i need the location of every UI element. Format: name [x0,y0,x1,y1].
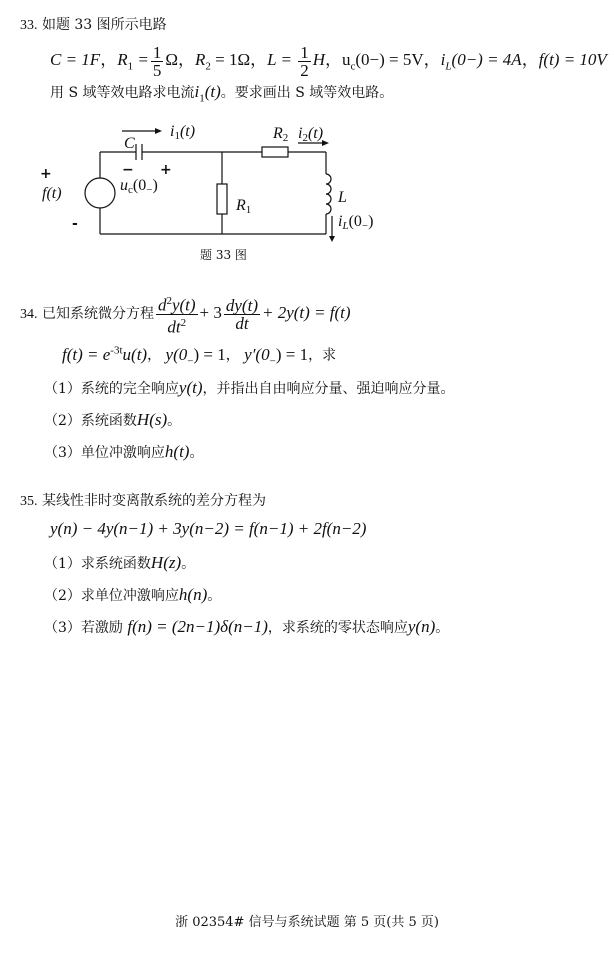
param-uc: $u_c(0-) = 5V$ [342,50,424,73]
q34-equation: $\frac{d^2y(t)}{dt^2}$ + 3 $\frac{dy(t)}{dt}$ + 2y(t) = f(t) [157,294,351,337]
param-iL: $i_L(0-) = 4A$ [440,50,522,73]
inductor-L [326,174,331,214]
q34-item-2: （2）系统函数H(s)。 [44,410,182,429]
label-L: L [338,189,347,206]
cap-minus-sign: − [122,162,134,178]
q33-instruction: 用 S 域等效电路求电流$i_1(t)$。要求画出 S 域等效电路。 [50,82,394,105]
q34-number: 34. [20,307,38,322]
q35-number: 35. [20,494,38,509]
figure-caption: 题 33 图 [200,248,247,262]
q33-params: C = 1F，$R_1$ = $\frac{1}{5}$ Ω，$R_2 = 1\Omega$，L = $\frac{1}{2}$ H，$u_c(0-) = 5V$，$i_L(0-) = 4A$，f(t) = 10V [50,42,607,80]
q33-number: 33. [20,18,38,33]
page-footer: 浙 02354# 信号与系统试题 第 5 页(共 5 页) [175,915,439,930]
q34-item-1: （1）系统的完全响应y(t)，并指出自由响应分量、强迫响应分量。 [44,378,455,397]
label-ft: f(t) [42,185,62,202]
q35-stem: 某线性非时变离散系统的差分方程为 [41,493,266,509]
q33-header [20,14,167,34]
arrowhead-i-cap [155,128,162,134]
param-ft: f(t) = 10V [538,50,607,69]
param-C: C = 1F [50,50,101,69]
q34-item-3: （3）单位冲激响应h(t)。 [44,442,204,461]
cap-plus-sign: + [160,162,172,178]
q33-title: 如题 33 图所示电路 [41,17,167,33]
resistor-R2 [262,147,288,157]
label-uc: uc(0−) [120,177,158,196]
q34-header [20,292,351,337]
src-minus-sign: - [72,216,78,232]
voltage-source [85,178,115,208]
q34-stem: 已知系统微分方程 [41,306,154,322]
q35-item-3: （3）若激励 f(n) = (2n−1)δ(n−1)，求系统的零状态响应y(n)。 [44,617,450,636]
param-R1: $R_1$ = $\frac{1}{5}$ Ω [117,42,178,80]
q34-conditions: $f(t) = e^{-3t}u(t)$， $y(0_-) = 1$， $y'(0_-) = 1$，求 [62,344,337,368]
label-C: C [124,135,135,152]
arrowhead-iL [329,236,335,242]
label-i1: i1(t) [170,123,196,142]
param-R2: $R_2 = 1\Omega$ [194,50,251,73]
src-plus-sign: + [40,166,52,182]
label-i2: i2(t) [298,125,324,144]
q35-item-1: （1）求系统函数H(z)。 [44,553,196,572]
resistor-R1 [217,184,227,214]
label-R1: R1 [236,197,252,216]
q35-item-2: （2）求单位冲激响应h(n)。 [44,585,222,604]
q35-header [20,490,266,510]
circuit-figure [30,118,410,263]
label-iL: iL(0−) [338,213,374,232]
param-L: L = $\frac{1}{2}$ H [267,42,325,80]
q35-equation: y(n) − 4y(n−1) + 3y(n−2) = f(n−1) + 2f(n−2) [50,519,367,538]
label-R2: R2 [273,125,289,144]
